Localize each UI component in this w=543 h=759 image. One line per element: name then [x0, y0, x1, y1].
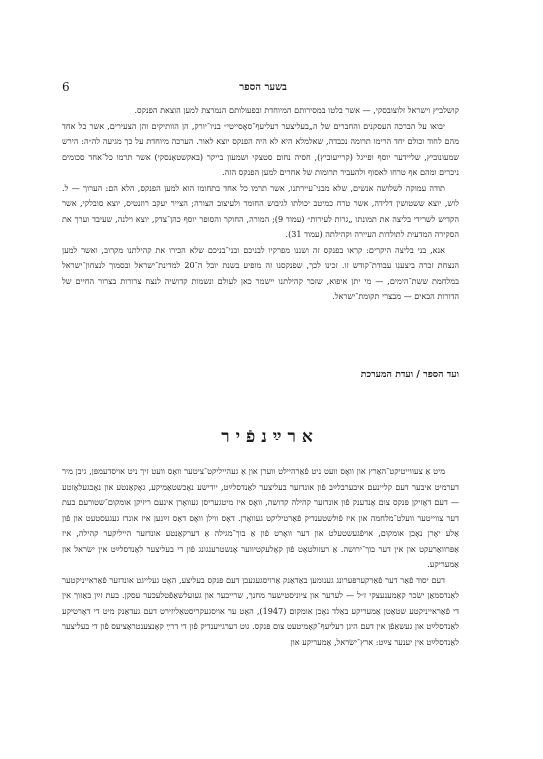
signature: ועד הספר / ועדת המערכת — [360, 369, 459, 380]
yiddish-introduction — [62, 464, 459, 650]
section-title: ארײַנפֿיר — [221, 427, 319, 447]
paragraph: דעם יסוד פֿאַר דער פֿאַרקערפּערונג גענומען באַדאַנק אַרויסגעגעבן דעם פּנקס בעליצע, האָט געלייגט אונדזער פֿאַראייניקטער לאַנדסמאַן ישׂכר קאַמענעצקי ז״ל — לערער און ציוניסטישער מחנך, שרייבער און געזעלשאַפֿטלעכער עסקן. בעת זײַן באַזוך אין די פֿאַראייניקטע שטאַטן אַמעריקע באַלד נאָכן אומקום (1947), האָט ער אויסגעקריסטאַליזירט דעם געדאַנק מיט די דאָרטיקע לאַנדסלײַט און געשאַפֿן אין דעם היגן רעליעף־קאָמיטעט צום פּנקס. גוט דערגייענדיק פֿון די דרײַ קאָנצענטראַציעס פֿון די בעליצער לאַנדסלײַט אין יענער צײַט: ארץ־ישׂראל, אַמעריקע און — [62, 574, 459, 647]
paragraph: יבואו על הברכה העסקנים והחברים של ה„בעליצער רעליעף־סאָסייטי״ בניו־יורק, הן הוותיקים והן הצעירים, אשר כל אחד מהם לחוד וכולם יחד הרימו תרומה נכבדה, שאלמלא היא לא היה הפנקס יוצא לאור. הערכה מיוחדת על כך מגיעה לה״ה: הירש שמעונוביץ, שליידער יוסף ופייגל (קרייעוביץ), חסיה נחום סטצקי ושמעון בייקר (באקשטאָנסקי) אשר תרמו כל־אחד סכומים ניכרים ומהם אף טרחו לאסוף ולהעביר תרומות של אחרים למען הפנקס הזה. — [62, 120, 459, 177]
paragraph: קושלביץ וישראל זלוצובסקי, — אשר בלטו במסירותם המיוחדת ובפעולותם הנמרצת למען הוצאת הפנקס. — [134, 105, 459, 115]
hebrew-acknowledgements — [62, 103, 459, 305]
page-number: 6 — [62, 80, 70, 94]
page-header — [62, 80, 459, 98]
paragraph: תודה עמוקה לשלושה אנשים, שלא מבני־עיירתנו, אשר תרמו כל אחד בתחומו הוא למען הפנקס, הלא הם: הערוך — ל. לוש, יוצא ששטושין דלידה, אשר טרח כמיטב יכולתו לגיבוש החומר ולעיצוב הצורה; הצייר יעקב רוזנטיס, יוצא סובלקי, אשר הקדיש לשרידי בליצה את תמונתו „גרות לעירות״ (עמוד 9); המורה, החוקר והסופר יוסף כהן־צדק, יוצא וילנה, שעיבד וערך את הסקירה המדעית לתולדות העיירה וקהילתה (עמוד 31). — [62, 182, 460, 239]
paragraph: אנא, בני בליצה היקרים: קראו בפנקס זה ושננו מפרקיו לבניכם ובני־בניכם שלא הכירו את קהילתנו מקרוב, ואשר למען הנצחת זכרה ביצענו עבודת־קודש זו. זכינו לכך, שפנקסנו זה מופיע בשנת יובל ה־20 למדינת־ישראל ובסמוך לנצחון־ישראל במלחמת ששת־הימים, — מי יתן איפוא, שזכר קהילתנו יישמר כאן לעולם ונשמות קדושיה לנצח צרורות בצרור החיים של הדורות הבאים — מבצרי תקומת־ישראל. — [62, 244, 459, 301]
paragraph: מיט אַ צעווייטיקט־האַרץ און וואָס וועט ניט פֿאַרהיילט ווערן און אַ געהייליקט־ציטער וואָס וועט זיך ניט אויסדעמפּן, גיבן מיר דערמיט איבער דעם קליינעם איבערבלײַב פֿון אונדזער בעליצער לאַנדסלײַט, ייִדישע נאָכשטאַמיקע, גאָקאַנטע און נאָכגעלאָזטע — דעם דאָזיקן פּנקס צום אָנדענק פֿון אונדזער קהילה קדושה, וואָס איז מיטגעריסן געוואָרן אינעם ריזיקן אומקום־שטורעם בעת דער צווייטער וועלט־מלחמה און איז פֿולשטענדיק פֿאַרטיליקט געוואָרן. דאָס ווילן וואָס דאָס זײַנען איז אונדז געגעסטעט און פֿון אַלע יאָרן נאָכן אומקום, אויפֿגעשטעלט און דער וואָרט פֿון אַ בוך־מגילה אַ דערקאַנטע אונדזער הייליקער קהילה, איז אַפּרוואַרעקט און אין דער בוך־ירושה. אַ רעזולטאַט פֿון קאָלעקטיווער אָנשטרענגונג פֿון די בעליצער לאַנדסלײַט אין ישׂראל און אַמעריקע. — [62, 466, 459, 569]
running-title: בשער הספר — [239, 82, 287, 93]
